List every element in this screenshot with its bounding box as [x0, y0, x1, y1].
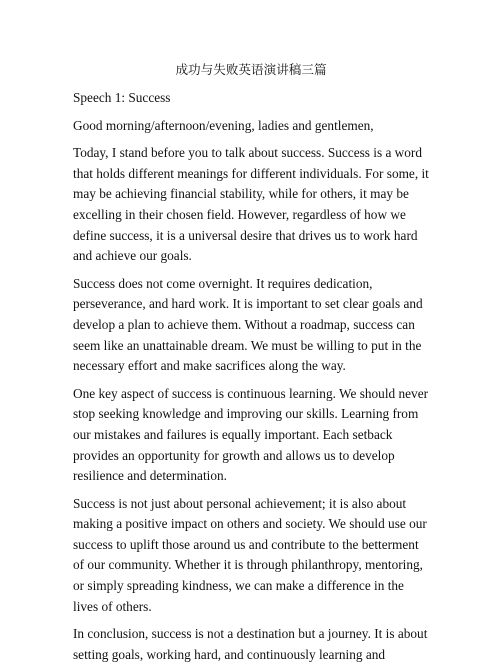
paragraph-line: lives of others. — [73, 598, 152, 614]
paragraph-line: One key aspect of success is continuous learning. We should never — [73, 385, 429, 401]
paragraph-line: perseverance, and hard work. It is important to set clear goals and — [73, 296, 423, 312]
paragraph-line: of our community. Whether it is through philanthropy, mentoring, — [73, 557, 423, 573]
paragraph-line: making a positive impact on others and society. We should use our — [73, 516, 427, 532]
paragraph-line: provides an opportunity for growth and allows us to develop — [73, 447, 395, 463]
paragraph-line: excelling in their chosen field. However, regardless of how we — [73, 206, 406, 222]
document-title: 成功与失败英语演讲稿三篇 — [175, 62, 327, 77]
greeting-paragraph — [73, 116, 439, 137]
greeting-line: Good morning/afternoon/evening, ladies and gentlemen, — [73, 117, 374, 133]
document-body — [73, 88, 439, 672]
paragraph-line: define success, it is a universal desire that drives us to work hard — [73, 227, 418, 243]
paragraph-2 — [73, 274, 439, 377]
paragraph-line: our mistakes and failures is equally important. Each setback — [73, 426, 393, 442]
speech-heading — [73, 88, 439, 109]
paragraph-5 — [73, 624, 439, 665]
heading-line: Speech 1: Success — [73, 90, 171, 105]
paragraph-line: necessary effort and make sacrifices along the way. — [73, 358, 346, 374]
paragraph-line: Success is not just about personal achievement; it is also about — [73, 495, 407, 511]
paragraph-line: Today, I stand before you to talk about success. Success is a word — [73, 145, 423, 161]
paragraph-line: seem like an unattainable dream. We must be willing to put in the — [73, 337, 422, 353]
paragraph-line: In conclusion, success is not a destination but a journey. It is about — [73, 626, 428, 642]
paragraph-line: and achieve our goals. — [73, 248, 192, 264]
paragraph-line: success to uplift those around us and contribute to the betterment — [73, 536, 419, 552]
paragraph-line: Success does not come overnight. It requires dedication, — [73, 275, 373, 291]
paragraph-line: develop a plan to achieve them. Without a roadmap, success can — [73, 316, 415, 332]
paragraph-line: setting goals, working hard, and continuously learning and — [73, 646, 386, 662]
paragraph-line: or simply spreading kindness, we can make a difference in the — [73, 578, 404, 594]
paragraph-line: resilience and determination. — [73, 468, 227, 484]
paragraph-3 — [73, 384, 439, 487]
paragraph-line: may be achieving financial stability, while for others, it may be — [73, 186, 409, 202]
paragraph-1 — [73, 143, 439, 267]
paragraph-line: stop seeking knowledge and improving our skills. Learning from — [73, 406, 419, 422]
paragraph-4 — [73, 494, 439, 618]
paragraph-line: that holds different meanings for different individuals. For some, it — [73, 165, 429, 181]
